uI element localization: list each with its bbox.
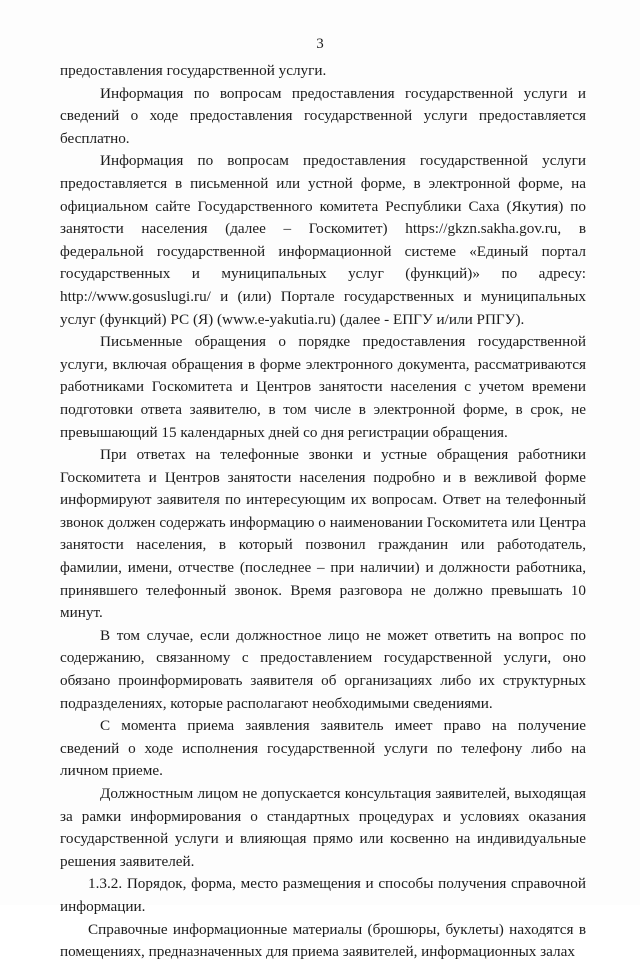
paragraph-written-requests: Письменные обращения о порядке предоставления государственной услуги, включая обращения в форме электронного документа, рассматриваются работниками Госкомитета и Центров занятости населения с учетом времени подготовки ответа заявителю, в том числе в электронной форме, в срок, не превышающий 15 календарных дней со дня регистрации обращения. bbox=[60, 333, 586, 441]
paragraph-phone-calls: При ответах на телефонные звонки и устные обращения работники Госкомитета и Центров занятости населения подробно и в вежливой форме информируют заявителя по интересующим их вопросам. Ответ на телефонный звонок должен содержать информацию о наименовании Госкомитета или Центра занятости населения, в который позвонил гражданин или работодатель, фамилии, имени, отчестве (последнее – при наличии) и должности работника, принявшего телефонный звонок. Время разговора не должно превышать 10 минут. bbox=[60, 446, 586, 622]
paragraph-consultation-limits: Должностным лицом не допускается консультация заявителей, выходящая за рамки информирования о стандартных процедурах и условиях оказания государственной услуги и влияющая прямо или косвенно на индивидуальные решения заявителей. bbox=[60, 785, 586, 870]
paragraph-reference-materials: Справочные информационные материалы (брошюры, буклеты) находятся в помещениях, предназначенных для приема заявителей, информационных залах bbox=[60, 920, 586, 961]
section-heading-1-3-2: 1.3.2. Порядок, форма, место размещения и способы получения справочной информации. bbox=[60, 875, 586, 915]
paragraph-status-inquiry: С момента приема заявления заявитель имеет право на получение сведений о ходе исполнения государственной услуги по телефону либо на личном приеме. bbox=[60, 717, 586, 780]
paragraph-continuation: предоставления государственной услуги. bbox=[60, 62, 327, 79]
paragraph-free-information: Информация по вопросам предоставления государственной услуги и сведений о ходе предоставления государственной услуги предоставляется бесплатно. bbox=[60, 84, 586, 147]
paragraph-official-cannot-answer: В том случае, если должностное лицо не может ответить на вопрос по содержанию, связанному с предоставлением государственной услуги, оно обязано проинформировать заявителя об организациях либо их структурных подразделениях, которые располагают необходимыми сведениями. bbox=[60, 626, 586, 712]
document-body bbox=[60, 60, 586, 964]
page-number: 3 bbox=[316, 36, 324, 52]
paragraph-information-channels: Информация по вопросам предоставления государственной услуги предоставляется в письменной или устной форме, в электронной форме, на официальном сайте Государственного комитета Республики Саха (Якутия) по занятости населения (далее – Госкомитет) https://gkzn.sakha.gov.ru, в федеральной государственной информационной системе «Единый портал государственных и муниципальных услуг (функций)» по адресу: http://www.gosuslugi.ru/ и (или) Портале государственных и муниципальных услуг (функций) РС (Я) (www.e-yakutia.ru) (далее - ЕПГУ и/или РПГУ). bbox=[60, 152, 586, 328]
